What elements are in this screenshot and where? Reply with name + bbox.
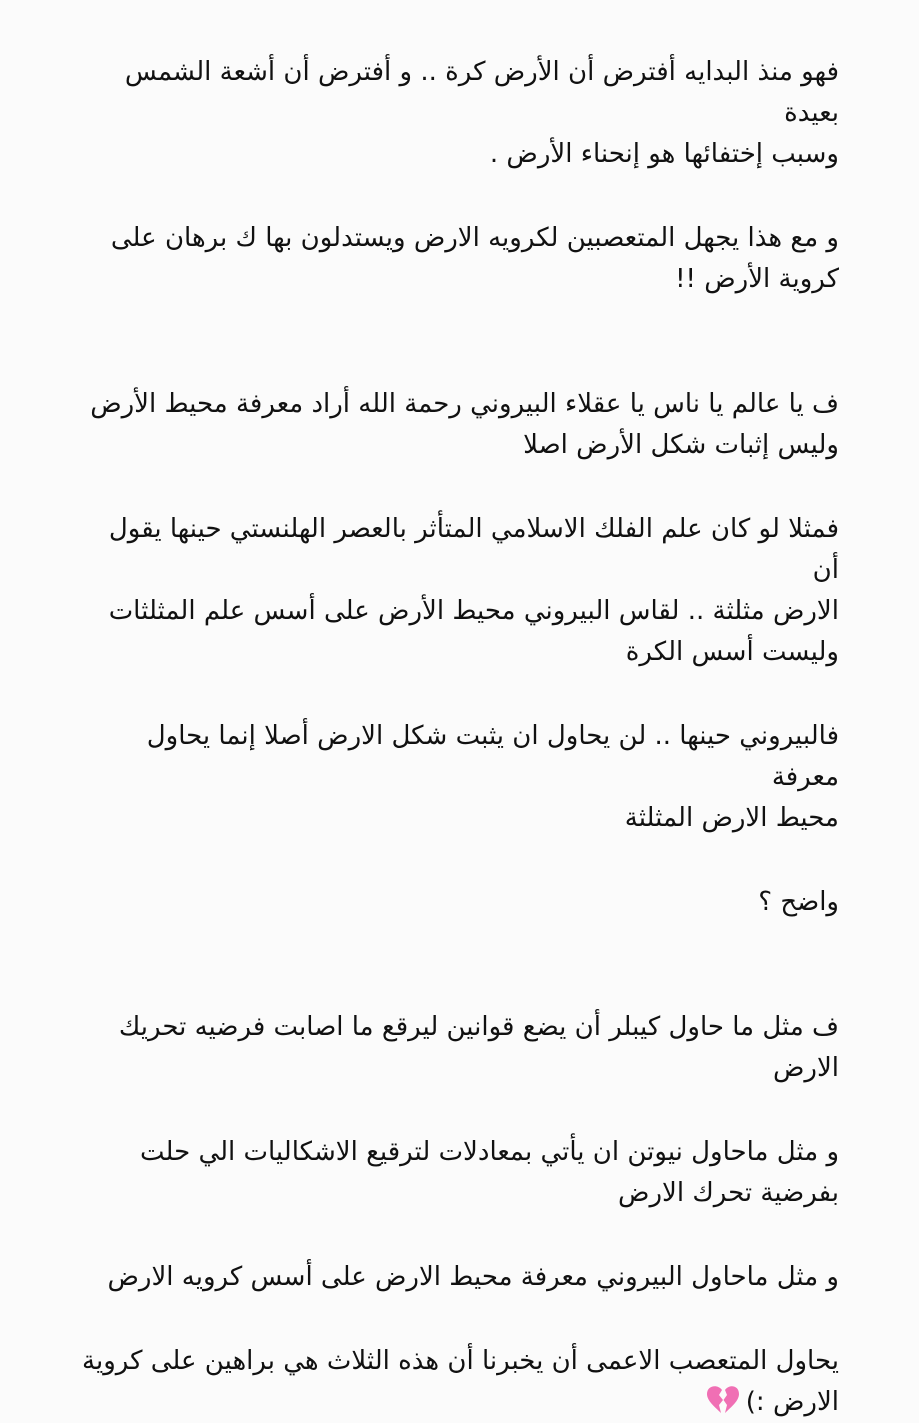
paragraph-spacer: [80, 300, 839, 384]
paragraph-4: [80, 509, 839, 673]
paragraph-6: [80, 882, 839, 923]
paragraph-line: واضح ؟: [758, 887, 839, 917]
paragraph-spacer: [80, 1298, 839, 1341]
paragraph-line: و مثل ماحاول البيروني معرفة محيط الارض على أسس كرويه الارض: [107, 1262, 839, 1292]
paragraph-line: فمثلا لو كان علم الفلك الاسلامي المتأثر بالعصر الهلنستي حينها يقول أن: [108, 514, 839, 585]
paragraph-3: [80, 384, 839, 466]
paragraph-line: كروية الأرض !!: [675, 264, 839, 294]
paragraph-9: [80, 1257, 839, 1298]
paragraph-1: [80, 52, 839, 175]
paragraph-line: وسبب إختفائها هو إنحناء الأرض .: [489, 139, 839, 169]
paragraph-line: و مثل ماحاول نيوتن ان يأتي بمعادلات لترقيع الاشكاليات الي حلت: [139, 1137, 839, 1167]
paragraph-line: يحاول المتعصب الاعمى أن يخبرنا أن هذه الثلاث هي براهين على كروية: [82, 1346, 839, 1376]
paragraph-line: محيط الارض المثلثة: [624, 803, 839, 833]
paragraph-7: [80, 1007, 839, 1089]
paragraph-line: فالبيروني حينها .. لن يحاول ان يثبت شكل الارض أصلا إنما يحاول معرفة: [146, 721, 839, 792]
paragraph-10: [80, 1341, 839, 1423]
paragraph-5: [80, 716, 839, 839]
paragraph-spacer: [80, 175, 839, 218]
paragraph-spacer: [80, 466, 839, 509]
paragraph-spacer: [80, 1089, 839, 1132]
paragraph-line: بفرضية تحرك الارض: [618, 1178, 839, 1208]
paragraph-line: وليست أسس الكرة: [625, 637, 839, 667]
paragraph-spacer: [80, 1214, 839, 1257]
paragraph-2: [80, 218, 839, 300]
paragraph-line: وليس إثبات شكل الأرض اصلا: [523, 430, 839, 460]
paragraph-line: الارض: [772, 1053, 839, 1083]
document-body: [80, 52, 839, 1423]
paragraph-spacer: [80, 673, 839, 716]
paragraph-line: فهو منذ البدايه أفترض أن الأرض كرة .. و أفترض أن أشعة الشمس بعيدة: [124, 57, 839, 128]
paragraph-line-with-emoji: [80, 1382, 839, 1423]
paragraph-line: ف يا عالم يا ناس يا عقلاء البيروني رحمة الله أراد معرفة محيط الأرض: [90, 389, 839, 419]
paragraph-line: ف مثل ما حاول كيبلر أن يضع قوانين ليرقع ما اصابت فرضيه تحريك: [118, 1012, 839, 1042]
paragraph-line: الارض مثلثة .. لقاس البيروني محيط الأرض على أسس علم المثلثات: [108, 596, 839, 626]
paragraph-spacer: [80, 839, 839, 882]
paragraph-spacer: [80, 923, 839, 1007]
paragraph-line-text: الارض :): [745, 1387, 839, 1417]
paragraph-line: و مع هذا يجهل المتعصبين لكرويه الارض ويستدلون بها ك برهان على: [110, 223, 839, 253]
paragraph-8: [80, 1132, 839, 1214]
broken-heart-icon: [706, 1385, 740, 1415]
